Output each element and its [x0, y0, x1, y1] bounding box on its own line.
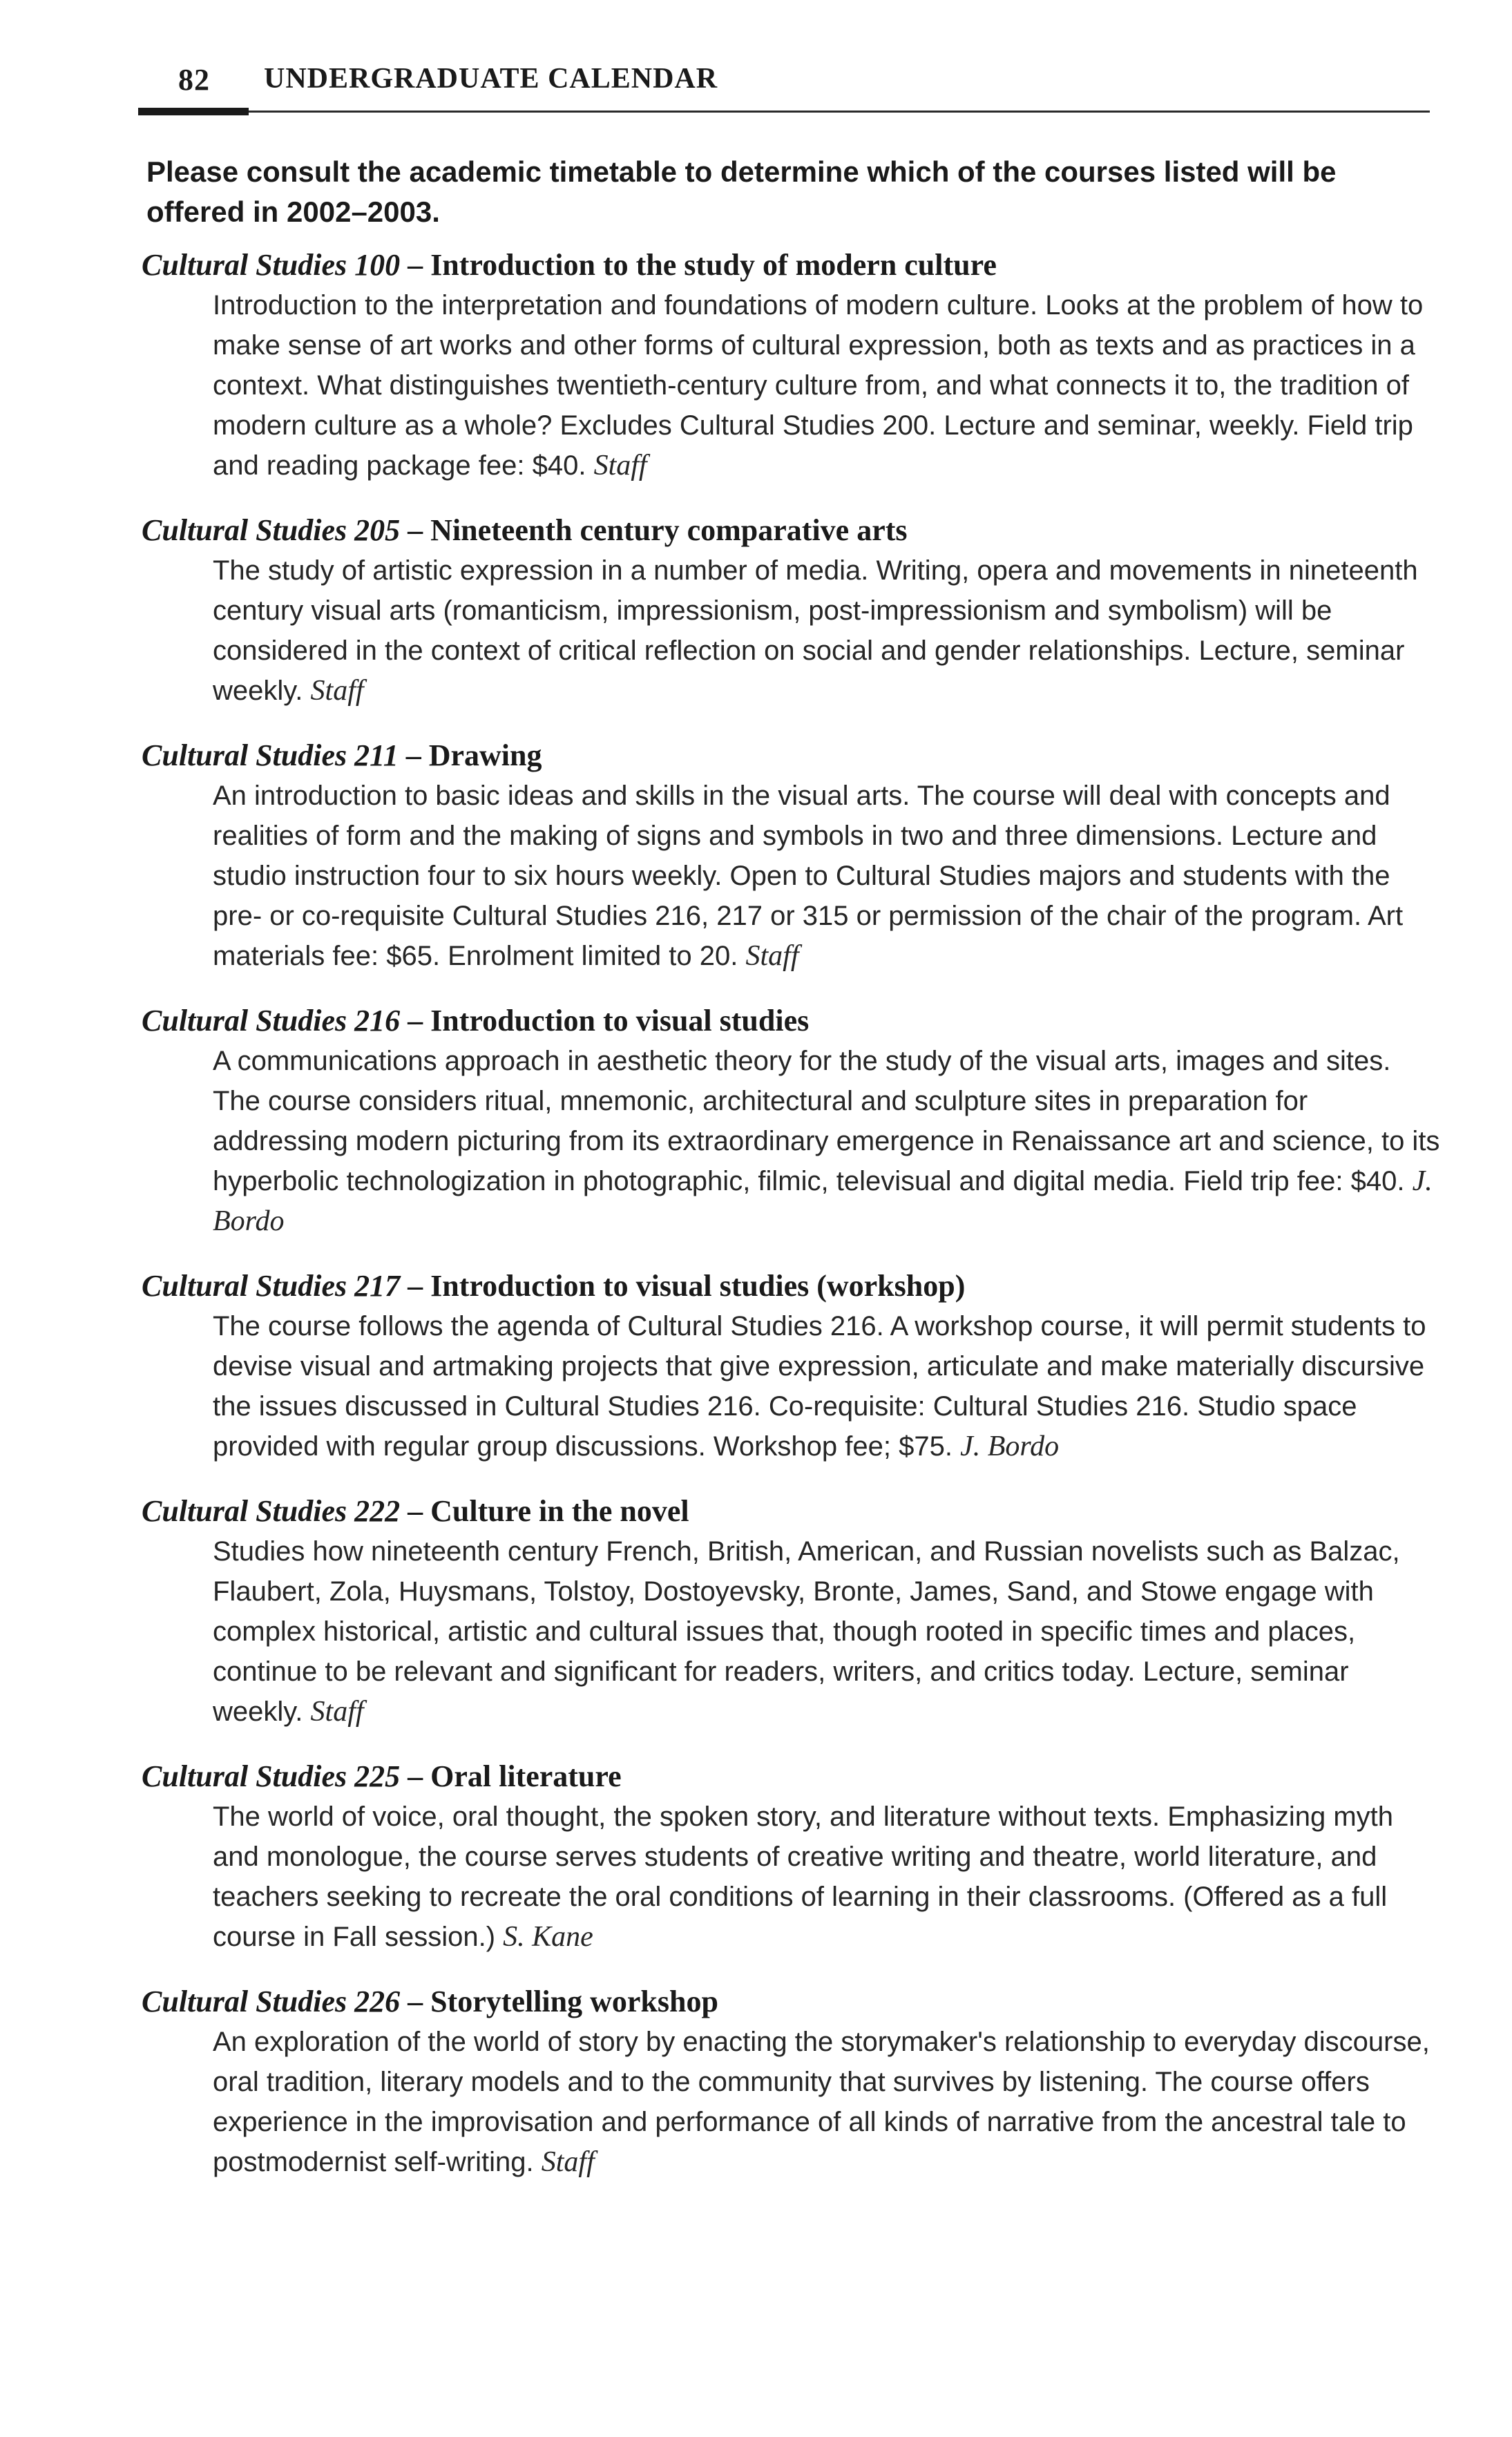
course-heading: Cultural Studies 222 – Culture in the novel — [142, 1494, 689, 1528]
course-instructor: Staff — [593, 450, 647, 481]
course-title: Storytelling workshop — [430, 1985, 718, 2018]
course-instructor: S. Kane — [503, 1921, 593, 1953]
course-code: Cultural Studies 216 — [142, 1004, 401, 1038]
course-entry — [142, 1491, 1440, 1732]
course-heading: Cultural Studies 217 – Introduction to visual studies (workshop) — [142, 1269, 966, 1303]
course-description — [213, 551, 1440, 711]
course-title: Culture in the novel — [430, 1494, 689, 1528]
course-code: Cultural Studies 217 — [142, 1269, 401, 1303]
header-rule — [138, 111, 1430, 113]
course-code: Cultural Studies 222 — [142, 1494, 401, 1528]
course-instructor: J. Bordo — [960, 1431, 1060, 1462]
course-description — [213, 1041, 1440, 1241]
course-entry — [142, 1982, 1440, 2182]
course-description — [213, 776, 1440, 976]
course-heading: Cultural Studies 211 – Drawing — [142, 738, 542, 772]
course-description-text: Introduction to the interpretation and foundations of modern culture. Looks at the problem of how to make sense of art works and other forms of cultural expression, both as texts and as practices in a context. What distinguishes twentieth-century culture from, and what connects it to, the tradition of modern culture as a whole? Excludes Cultural Studies 200. Lecture and seminar, weekly. Field trip and reading package fee: $40. — [213, 290, 1424, 481]
course-code: Cultural Studies 226 — [142, 1985, 401, 2018]
course-description-text: Studies how nineteenth century French, British, American, and Russian novelists such as Balzac, Flaubert, Zola, Huysmans, Tolstoy, Dostoyevsky, Bronte, James, Sand, and Stowe engage with complex historical, artistic and cultural issues that, though rooted in specific times and places, continue to be relevant and significant for readers, writers, and critics today. Lecture, seminar weekly. — [213, 1536, 1400, 1727]
course-code: Cultural Studies 205 — [142, 513, 401, 547]
course-description-text: A communications approach in aesthetic theory for the study of the visual arts, images and sites. The course considers ritual, mnemonic, architectural and sculpture sites in preparation for addressing modern picturing from its extraordinary emergence in Renaissance art and science, to its hyperbolic technologization in photographic, filmic, televisual and digital media. Field trip fee: $40. — [213, 1046, 1440, 1196]
course-description-text: The study of artistic expression in a number of media. Writing, opera and movements in nineteenth century visual arts (romanticism, impressionism, post-impressionism and symbolism) will be considered in the context of critical reflection on social and gender relationships. Lecture, seminar weekly. — [213, 555, 1418, 706]
course-title: Introduction to the study of modern culture — [430, 248, 997, 282]
course-instructor: J. Bordo — [213, 1165, 1433, 1237]
course-entry — [142, 1266, 1440, 1466]
course-description-text: An introduction to basic ideas and skills in the visual arts. The course will deal with concepts and realities of form and the making of signs and symbols in two and three dimensions. Lecture and studio instruction four to six hours weekly. Open to Cultural Studies majors and students with the pre- or co-requisite Cultural Studies 216, 217 or 315 or permission of the chair of the program. Art materials fee: $65. Enrolment limited to 20. — [213, 781, 1404, 971]
course-heading: Cultural Studies 216 – Introduction to visual studies — [142, 1004, 810, 1038]
course-instructor: Staff — [310, 1696, 364, 1728]
course-title: Drawing — [428, 738, 542, 772]
course-list — [142, 245, 1440, 2207]
course-heading: Cultural Studies 225 – Oral literature — [142, 1759, 622, 1793]
timetable-notice: Please consult the academic timetable to determine which of the courses listed will be offered in 2002–2003. — [146, 155, 1337, 228]
header-rule-block — [138, 108, 249, 115]
course-description — [213, 1531, 1440, 1732]
course-description-text: The course follows the agenda of Cultural Studies 216. A workshop course, it will permit students to devise visual and artmaking projects that give expression, articulate and make materially discursive the issues discussed in Cultural Studies 216. Co-requisite: Cultural Studies 216. Studio space provided with regular group discussions. Workshop fee; $75. — [213, 1311, 1426, 1462]
course-heading: Cultural Studies 205 – Nineteenth century comparative arts — [142, 513, 908, 547]
course-title: Nineteenth century comparative arts — [430, 513, 908, 547]
header-title: UNDERGRADUATE CALENDAR — [264, 63, 718, 95]
course-title: Oral literature — [430, 1759, 622, 1793]
course-instructor: Staff — [745, 940, 799, 972]
course-code: Cultural Studies 225 — [142, 1759, 401, 1793]
course-code: Cultural Studies 100 — [142, 248, 401, 282]
course-entry — [142, 1757, 1440, 1957]
course-description-text: An exploration of the world of story by enacting the storymaker's relationship to everyday discourse, oral tradition, literary models and to the community that survives by listening. The course offers experience in the improvisation and performance of all kinds of narrative from the ancestral tale to postmodernist self-writing. — [213, 2027, 1430, 2177]
course-description — [213, 1797, 1440, 1957]
course-description — [213, 1306, 1440, 1466]
course-instructor: Staff — [310, 675, 364, 707]
course-code: Cultural Studies 211 — [142, 738, 399, 772]
course-entry — [142, 1001, 1440, 1241]
course-heading: Cultural Studies 100 – Introduction to the study of modern culture — [142, 248, 997, 282]
page-number: 82 — [178, 63, 210, 97]
course-description-text: The world of voice, oral thought, the spoken story, and literature without texts. Emphasizing myth and monologue, the course serves students of creative writing and theatre, world literature, and teachers seeking to recreate the oral conditions of learning in their classrooms. (Offered as a full course in Fall session.) — [213, 1802, 1394, 1952]
running-header — [138, 55, 1430, 104]
course-entry — [142, 736, 1440, 976]
course-entry — [142, 510, 1440, 711]
course-entry — [142, 245, 1440, 486]
course-title: Introduction to visual studies (workshop) — [430, 1269, 966, 1303]
course-description — [213, 2022, 1440, 2182]
course-description — [213, 285, 1440, 486]
course-instructor: Staff — [541, 2146, 595, 2178]
course-heading: Cultural Studies 226 – Storytelling workshop — [142, 1985, 718, 2018]
course-title: Introduction to visual studies — [430, 1004, 810, 1038]
